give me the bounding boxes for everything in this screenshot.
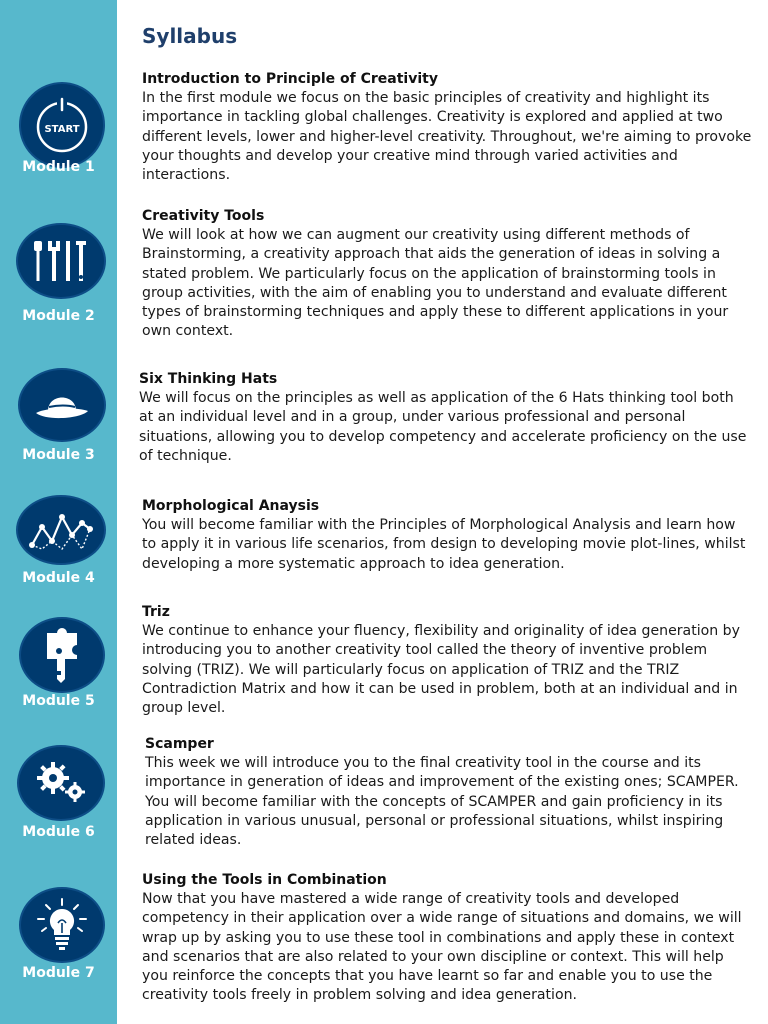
module-5-label: Module 5 — [22, 693, 95, 709]
sidebar — [0, 0, 117, 1024]
section-body: This week we will introduce you to the final creativity tool in the course and its importance in generation of ideas and improvement of the existing ones; SCAMPER. You will become familiar with the concepts of SCAMPER and gain proficiency in its application in various unusual, personal or professional situations, whilst inspiring related ideas. — [145, 755, 739, 849]
module-7-label: Module 7 — [22, 965, 95, 981]
tools-icon — [28, 237, 94, 285]
section-heading: Six Thinking Hats — [139, 371, 278, 387]
module-4-badge — [16, 495, 106, 565]
section-heading: Scamper — [145, 736, 214, 752]
module-1-badge — [19, 82, 105, 168]
section-body: In the first module we focus on the basic principles of creativity and highlight its importance in tackling global challenges. Creativity is explored and applied at two different levels, lower and higher-level creativity. Throughout, we're aiming to provoke your thoughts and develop your creative mind through varied activities and interactions. — [142, 90, 752, 184]
network-graph-icon — [26, 505, 96, 555]
page-title: Syllabus — [142, 24, 238, 48]
lightbulb-icon — [34, 897, 90, 953]
module-3-label: Module 3 — [22, 447, 95, 463]
section-body: You will become familiar with the Principles of Morphological Analysis and learn how to apply it in various life scenarios, from design to developing movie plot-lines, whilst developing a more systematic approach to idea generation. — [142, 517, 746, 572]
start-icon-text: START — [44, 124, 80, 135]
section-body: We will look at how we can augment our creativity using different methods of Brainstorming, a creativity approach that aids the generation of ideas in solving a stated problem. We particularly focus on the application of brainstorming tools in group activities, with the aim of enabling you to understand and evaluate different types of brainstorming techniques and apply these to different applications in your own context. — [142, 227, 729, 340]
puzzle-key-icon — [37, 627, 87, 683]
module-4-label: Module 4 — [22, 570, 95, 586]
module-5-badge — [19, 617, 105, 693]
module-5-section — [142, 603, 754, 718]
gears-icon — [31, 758, 91, 808]
section-heading: Morphological Anaysis — [142, 498, 320, 514]
module-7-section — [142, 871, 754, 1006]
module-1-section — [142, 70, 754, 185]
module-2-badge — [16, 223, 106, 299]
section-heading: Triz — [142, 604, 170, 620]
module-1-label: Module 1 — [22, 159, 95, 175]
module-2-section — [142, 207, 754, 342]
module-6-section — [145, 735, 757, 850]
power-start-icon — [32, 95, 92, 155]
module-6-label: Module 6 — [22, 824, 95, 840]
module-7-badge — [19, 887, 105, 963]
module-3-section — [139, 370, 751, 466]
hat-icon — [32, 385, 92, 425]
section-body: We will focus on the principles as well as application of the 6 Hats thinking tool both at an individual level and in a group, under various professional and personal situations, allowing you to develop competency and accelerate proficiency on the use of technique. — [139, 390, 747, 464]
section-body: We continue to enhance your fluency, flexibility and originality of idea generation by introducing you to another creativity tool called the theory of inventive problem solving (TRIZ). We will particularly focus on application of TRIZ and the TRIZ Contradiction Matrix and how it can be used in problem, both at an individual and in group level. — [142, 623, 740, 717]
section-heading: Introduction to Principle of Creativity — [142, 71, 438, 87]
section-heading: Creativity Tools — [142, 208, 265, 224]
section-body: Now that you have mastered a wide range of creativity tools and developed competency in their application over a wide range of situations and domains, we will wrap up by asking you to use these tool in combinations and apply these in context and scenarios that are also related to your own discipline or context. This will help you reinforce the concepts that you have learnt so far and enable you to use the creativity tools freely in problem solving and idea generation. — [142, 891, 742, 1004]
section-heading: Using the Tools in Combination — [142, 872, 387, 888]
module-3-badge — [18, 368, 106, 442]
module-2-label: Module 2 — [22, 308, 95, 324]
module-6-badge — [17, 745, 105, 821]
module-4-section — [142, 497, 754, 574]
